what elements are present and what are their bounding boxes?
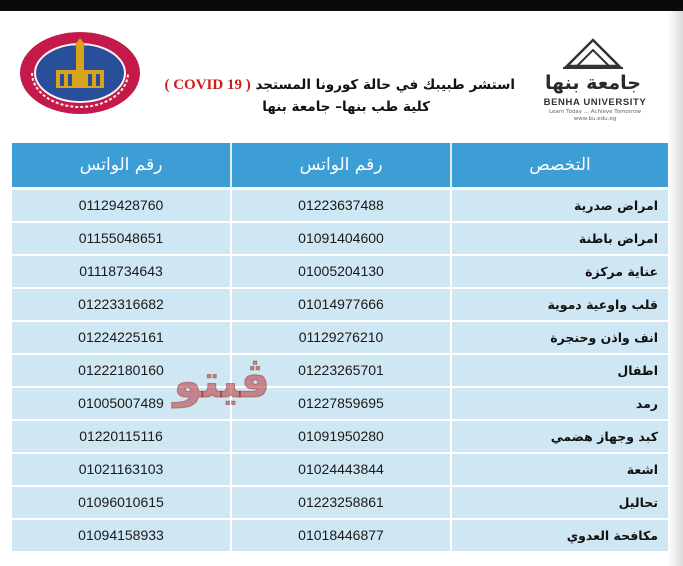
table-row (12, 520, 668, 551)
specialty-name: مكافحة العدوي (566, 528, 658, 543)
whatsapp-number-1: 01129276210 (298, 329, 384, 345)
header-divider (450, 143, 452, 187)
table-row (12, 454, 668, 485)
specialty-name: امراض صدرية (573, 198, 658, 213)
covid-label: ( COVID 19 ) (164, 77, 251, 93)
faculty-seal-logo (18, 30, 142, 116)
specialty-name: عناية مركزة (585, 264, 658, 279)
university-emblem-icon (523, 36, 663, 72)
whatsapp-number-2: 01005007489 (78, 395, 164, 411)
svg-text:ڤيتو: ڤيتو (173, 354, 270, 408)
whatsapp-number-2: 01021163103 (78, 461, 164, 477)
top-black-bar (0, 0, 683, 11)
university-logo (523, 36, 663, 122)
table-row (12, 223, 668, 254)
whatsapp-number-2: 01222180160 (78, 362, 164, 378)
table-row (12, 355, 668, 386)
whatsapp-number-1: 01014977666 (298, 296, 384, 312)
specialty-name: رمد (635, 396, 658, 411)
header-divider (230, 143, 232, 187)
whatsapp-number-1: 01223265701 (298, 362, 384, 378)
whatsapp-number-2: 01118734643 (79, 263, 163, 279)
specialty-name: تحاليل (618, 495, 658, 510)
header-specialty: التخصص (529, 155, 591, 175)
university-name-english: BENHA UNIVERSITY (543, 97, 647, 108)
whatsapp-number-1: 01223637488 (298, 197, 384, 213)
table-row (12, 190, 668, 221)
specialty-name: اشعة (626, 462, 658, 477)
university-tagline: Learn Today ... Achieve Tomorrow (549, 109, 641, 115)
specialty-name: كبد وجهاز هضمي (550, 429, 658, 444)
whatsapp-number-2: 01094158933 (78, 527, 164, 543)
whatsapp-number-2: 01224225161 (78, 329, 164, 345)
specialty-name: انف واذن وحنجرة (550, 330, 658, 345)
table-header-row (12, 143, 668, 187)
university-name-arabic: جامعة بنها (544, 72, 642, 94)
header-title (165, 77, 515, 101)
whatsapp-number-2: 01155048651 (78, 230, 164, 246)
right-page-edge (667, 11, 683, 566)
contacts-table (12, 143, 668, 551)
whatsapp-number-2: 01220115116 (79, 428, 163, 444)
whatsapp-number-1: 01024443844 (298, 461, 384, 477)
whatsapp-number-2: 01223316682 (78, 296, 164, 312)
table-row (12, 388, 668, 419)
specialty-name: قلب واوعية دموية (547, 297, 658, 312)
header-subtitle: كلية طب بنها– جامعة بنها (262, 99, 430, 115)
header-whatsapp-1: رقم الواتس (299, 155, 383, 175)
whatsapp-number-1: 01091950280 (298, 428, 384, 444)
whatsapp-number-1: 01091404600 (298, 230, 384, 246)
header-title-text: استشر طبيبك في حالة كورونا المستجد (255, 77, 515, 93)
whatsapp-number-2: 01129428760 (78, 197, 164, 213)
table-row (12, 322, 668, 353)
whatsapp-number-1: 01223258861 (298, 494, 384, 510)
university-website: www.bu.edu.eg (573, 116, 617, 122)
whatsapp-number-2: 01096010615 (78, 494, 164, 510)
table-row (12, 256, 668, 287)
whatsapp-number-1: 01005204130 (298, 263, 384, 279)
table-row (12, 421, 668, 452)
header-whatsapp-2: رقم الواتس (79, 155, 163, 175)
table-row (12, 289, 668, 320)
specialty-name: اطفال (617, 363, 658, 378)
whatsapp-number-1: 01018446877 (298, 527, 384, 543)
table-row (12, 487, 668, 518)
whatsapp-number-1: 01227859695 (298, 395, 384, 411)
specialty-name: امراض باطنة (578, 231, 658, 246)
